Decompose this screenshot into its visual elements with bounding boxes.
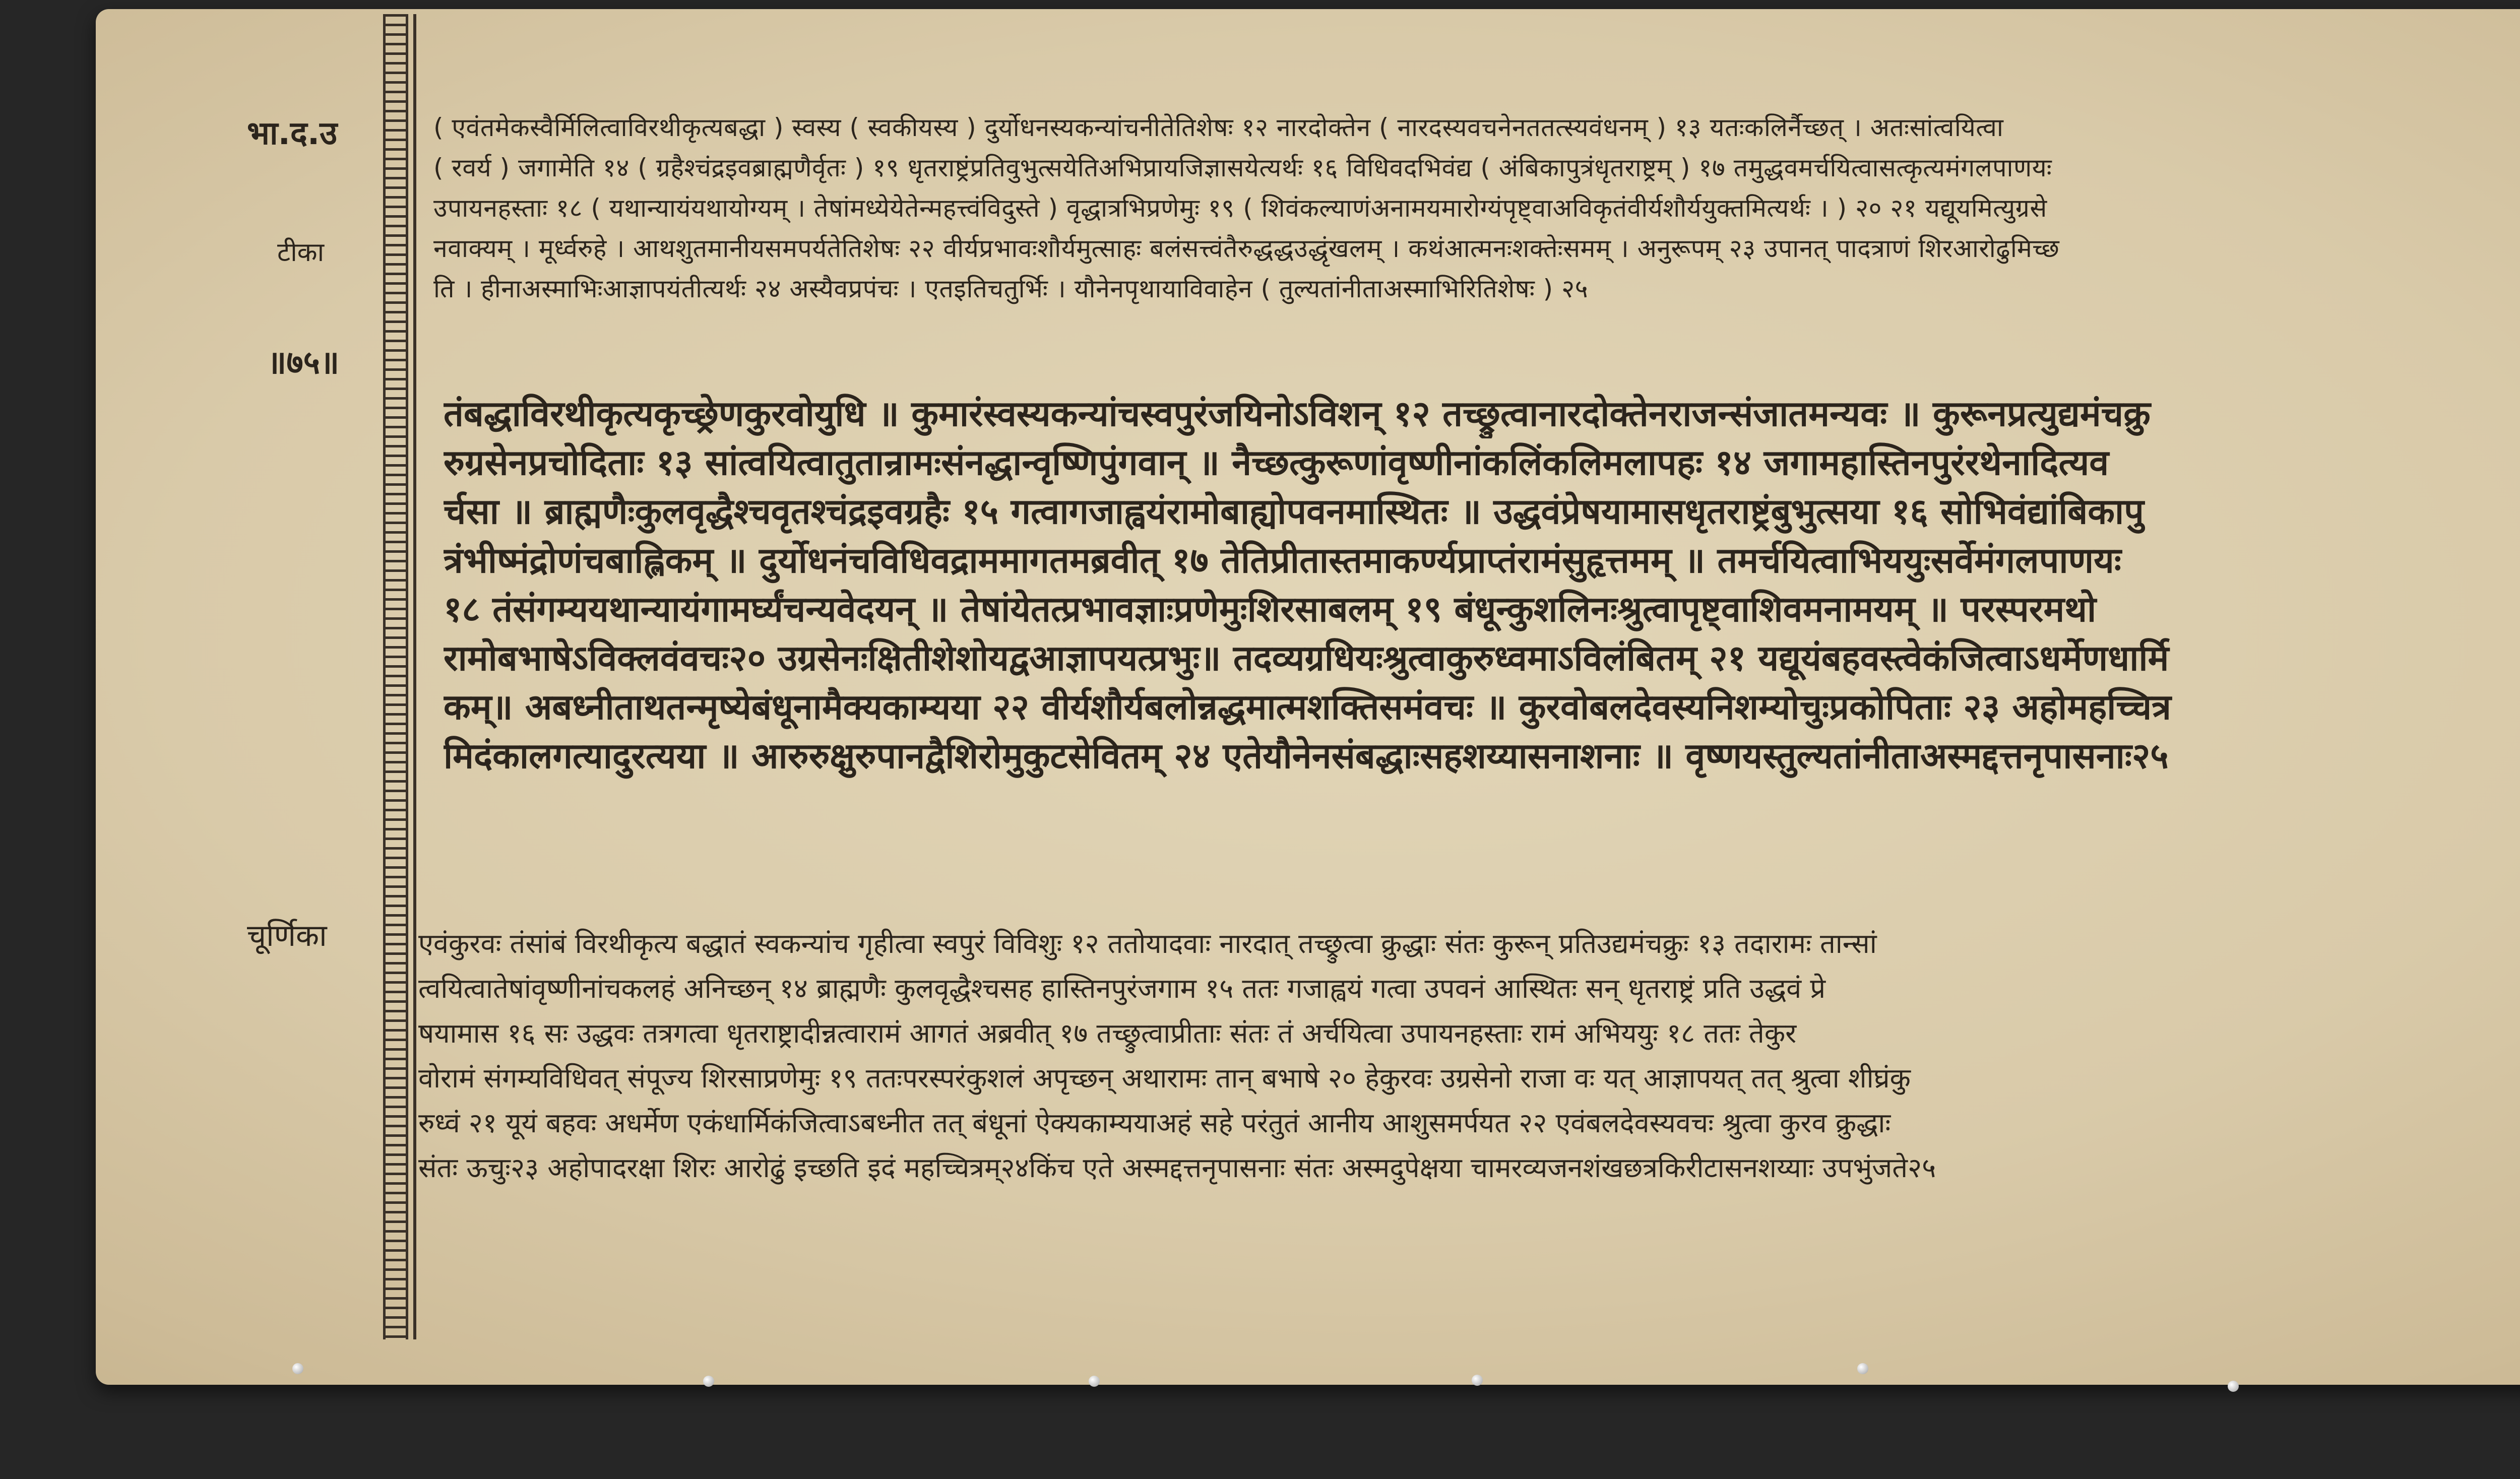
manuscript-page <box>96 9 2520 1385</box>
commentary-block <box>433 107 2520 309</box>
verse-line: कम्॥ अबध्नीताथतन्मृष्येबंधूनामैक्यकाम्यया २२ वीर्यशौर्यबलोन्नद्धमात्मशक्तिसमंवचः ॥ कुरवोबलदेवस्यनिशम्योचुःप्रकोपिताः २३ अहोमहच्चित्र <box>444 686 2171 728</box>
left-margin-header: भा.द.उ <box>247 115 338 152</box>
churnika-line: वोरामं संगम्यविधिवत् संपूज्य शिरसाप्रणेमुः १९ ततःपरस्परंकुशलं अपृच्छन् अथारामः तान् बभाषे २० हेकुरवः उग्रसेनो राजा वः यत् आज्ञापयत् तत् श्रुत्वा शीघ्रंकु <box>418 1062 1911 1094</box>
commentary-line: ( रवर्य ) जगामेति १४ ( ग्रहैश्चंद्रइवब्राह्मणैर्वृतः ) १९ धृतराष्ट्रंप्रतिवुभुत्सयेतिअभिप्रायजिज्ञासयेत्यर्थः १६ विधिवदभिवंद्य ( अंबिकापुत्रंधृतराष्ट्रम् ) १७ तमुद्धवमर्चयित्वासत्कृत्यमंगलपाणयः <box>433 153 2052 182</box>
churnika-line: रुध्वं २१ यूयं बहवः अधर्मेण एकंधार्मिकंजित्वाऽबध्नीत तत् बंधूनां ऐक्यकाम्ययाअहं सहे परंतुतं आनीय आशुसमर्पयत २२ एवंबलदेवस्यवचः श्रुत्वा कुरव क्रुद्धाः <box>418 1107 1891 1139</box>
verse-block <box>444 390 2520 878</box>
verse-line: मिदंकालगत्यादुरत्यया ॥ आरुरुक्षुरुपानद्वैशिरोमुकुटसेवितम् २४ एतेयौनेनसंबद्धाःसहशय्यासनाशनाः ॥ वृष्णयस्तुल्यतांनीताअस्मद्दत्तनृपासनाः२५ <box>444 735 2169 777</box>
verse-line: तंबद्धाविरथीकृत्यकृच्छ्रेणकुरवोयुधि ॥ कुमारंस्वस्यकन्यांचस्वपुरंजयिनोऽविशन् १२ तच्छ्रुत्वानारदोक्तेनराजन्संजातमन्यवः ॥ कुरूनप्रत्युद्यमंचक्रु <box>444 393 2151 434</box>
verse-line <box>444 781 2520 829</box>
left-border-rule <box>413 14 416 1339</box>
churnika-line: त्वयित्वातेषांवृष्णीनांचकलहं अनिच्छन् १४ ब्राह्मणैः कुलवृद्धैश्चसह हास्तिनपुरंजगाम १५ ततः गजाह्वयं गत्वा उपवनं आस्थितः सन् धृतराष्ट्रं प्रति उद्धवं प्रे <box>418 973 1826 1004</box>
commentary-line: नवाक्यम् । मूर्ध्वरुहे । आथशुतमानीयसमपर्यतेतिशेषः २२ वीर्यप्रभावःशौर्यमुत्साहः बलंसत्त्वंतैरुद्धद्धउद्धृंखलम् । कथंआत्मनःशक्तेःसमम् । अनुरूपम् २३ उपानत् पादत्राणं शिरआरोढुमिच्छ <box>433 234 2060 263</box>
left-margin-churnika: चूर्णिका <box>247 918 327 953</box>
verse-line: १८ तंसंगम्ययथान्यायंगामर्घ्यंचन्यवेदयन् ॥ तेषांयेतत्प्रभावज्ञाःप्रणेमुःशिरसाबलम् १९ बंधून्कुशलिनःश्रुत्वापृष्ट्वाशिवमनामयम् ॥ परस्परमथो <box>444 589 2097 630</box>
churnika-line: षयामास १६ सः उद्धवः तत्रगत्वा धृतराष्ट्रादीन्नत्वारामं आगतं अब्रवीत् १७ तच्छ्रुत्वाप्रीताः संतः तं अर्चयित्वा उपायनहस्ताः रामं अभिययुः १८ ततः तेकुर <box>418 1017 1797 1049</box>
left-margin-page-number: ॥७५॥ <box>267 344 340 381</box>
left-ornamental-border <box>383 14 408 1339</box>
churnika-line: एवंकुरवः तंसांबं विरथीकृत्य बद्धातं स्वकन्यांच गृहीत्वा स्वपुरं विविशुः १२ ततोयादवाः नारदात् तच्छ्रुत्वा क्रुद्धाः संतः कुरून् प्रतिउद्यमंचक्रुः १३ तदारामः तान्सां <box>418 928 1877 959</box>
verse-line <box>444 829 2520 878</box>
verse-line: रामोबभाषेऽविक्लवंवचः२० उग्रसेनःक्षितीशेशोयद्वआज्ञापयत्प्रभुः॥ तदव्यग्रधियःश्रुत्वाकुरुध्वमाऽविलंबितम् २१ यद्यूयंबहवस्त्वेकंजित्वाऽधर्मेणधार्मि <box>444 637 2169 679</box>
verse-line: त्रंभीष्मंद्रोणंचबाह्लिकम् ॥ दुर्योधनंचविधिवद्राममागतमब्रवीत् १७ तेतिप्रीतास्तमाकर्ण्यप्राप्तंरामंसुहृत्तमम् ॥ तमर्चयित्वाभिययुःसर्वेमंगलपाणयः <box>444 540 2121 581</box>
commentary-line: ति । हीनाअस्माभिःआज्ञापयंतीत्यर्थः २४ अस्यैवप्रपंचः । एतइतिचतुर्भिः । यौनेनपृथायाविवाहेन ( तुल्यतांनीताअस्माभिरितिशेषः ) २५ <box>433 274 1589 303</box>
commentary-line: उपायनहस्ताः १८ ( यथान्यायंयथायोग्यम् । तेषांमध्येयेतेन्महत्त्वंविदुस्ते ) वृद्धात्रभिप्रणेमुः १९ ( शिवंकल्याणंअनामयमारोग्यंपृष्ट्वाअविकृतंवीर्यशौर्ययुक्तमित्यर्थः । ) २० २१ यद्यूयमित्युग्रसे <box>433 194 2047 223</box>
verse-line: र्चसा ॥ ब्राह्मणैःकुलवृद्धैश्चवृतश्चंद्रइवग्रहैः १५ गत्वागजाह्वयंरामोबाह्योपवनमास्थितः ॥ उद्धवंप्रेषयामासधृतराष्ट्रंबुभुत्सया १६ सोभिवंद्यांबिकापु <box>444 491 2144 532</box>
churnika-line: संतः ऊचुः२३ अहोपादरक्षा शिरः आरोढुं इच्छति इदं महच्चित्रम्२४किंच एते अस्मद्दत्तनृपासनाः संतः अस्मदुपेक्षया चामरव्यजनशंखछत्रकिरीटासनशय्याः उपभुंजते२५ <box>418 1152 1936 1184</box>
verse-line: रुग्रसेनप्रचोदिताः १३ सांत्वयित्वातुतान्रामःसंनद्धान्वृष्णिपुंगवान् ॥ नैच्छत्कुरूणांवृष्णीनांकलिंकलिमलापहः १४ जगामहास्तिनपुरंरथेनादित्यव <box>444 442 2109 483</box>
left-margin-tika: टीका <box>277 237 325 268</box>
churnika-block <box>418 921 2520 1190</box>
commentary-line: ( एवंतमेकस्वैर्मिलित्वाविरथीकृत्यबद्धा ) स्वस्य ( स्वकीयस्य ) दुर्योधनस्यकन्यांचनीतेतिशेषः १२ नारदोक्तेन ( नारदस्यवचनेनततत्स्यवंधनम् ) १३ यतःकलिर्नैच्छत् । अतःसांत्वयित्वा <box>433 113 2004 142</box>
